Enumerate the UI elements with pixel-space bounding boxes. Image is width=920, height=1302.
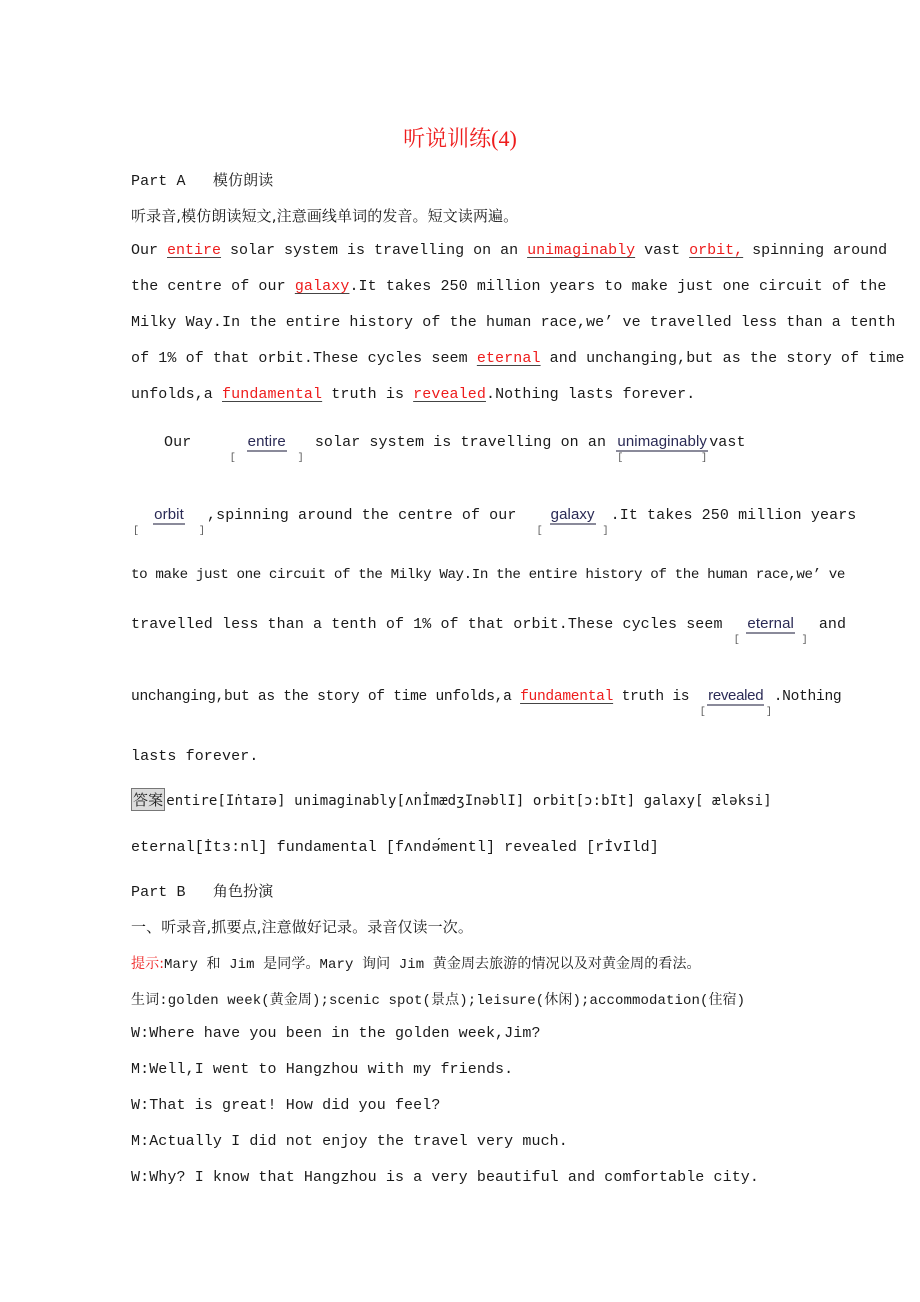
dialogue-line: M:Well,I went to Hangzhou with my friends. bbox=[131, 1061, 514, 1078]
hint-line bbox=[131, 953, 701, 973]
passage-line-3: Milky Way.In the entire history of the human race,we’ ve travelled less than a tenth bbox=[131, 314, 896, 331]
phonetic-line-3: to make just one circuit of the Milky Way.In the entire history of the human race,we’ ve bbox=[131, 567, 846, 583]
part-b-heading bbox=[131, 880, 273, 901]
answer-text: entire[Iṅtaɪə] unimaginably[ʌnİmædʒInəblI] orbit[ɔ:bIt] galaxy[ æləksi] bbox=[166, 793, 772, 809]
phonetic-line-1: Our entire [ ] solar system is travelling on an unimaginably [ ] vast bbox=[164, 433, 746, 464]
underlined-word: revealed bbox=[413, 386, 486, 403]
phonetic-line-2: orbit [ ] ,spinning around the centre of our galaxy [ ] .It takes 250 million years bbox=[133, 506, 857, 537]
underlined-word: eternal bbox=[476, 350, 541, 367]
answer-line-1 bbox=[131, 788, 772, 811]
vocab-line: 生词:golden week(黄金周);scenic spot(景点);leisure(休闲);accommodation(住宿) bbox=[131, 993, 746, 1009]
phonetic-blank[interactable]: orbit [ ] bbox=[133, 506, 205, 537]
page-title: 听说训练(4) bbox=[403, 126, 517, 151]
part-a-instruction: 听录音,模仿朗读短文,注意画线单词的发音。短文读两遍。 bbox=[131, 207, 519, 225]
dialogue-line: W:Where have you been in the golden week,Jim? bbox=[131, 1025, 541, 1042]
dialogue-line: W:Why? I know that Hangzhou is a very beautiful and comfortable city. bbox=[131, 1169, 760, 1186]
phonetic-line-6: lasts forever. bbox=[131, 748, 259, 765]
answer-button[interactable]: 答案 bbox=[131, 788, 165, 811]
phonetic-blank[interactable]: unimaginably [ ] bbox=[617, 433, 708, 464]
phonetic-blank[interactable]: revealed [ ] bbox=[699, 687, 772, 718]
passage-line-4: of 1% of that orbit.These cycles seem eternal and unchanging,but as the story of time bbox=[131, 350, 905, 367]
passage-line-2: the centre of our galaxy.It takes 250 million years to make just one circuit of the bbox=[131, 278, 887, 295]
phonetic-blank[interactable]: galaxy [ ] bbox=[536, 506, 609, 537]
part-a-title-cn: 模仿朗读 bbox=[212, 171, 274, 189]
phonetic-blank[interactable]: entire [ ] bbox=[229, 433, 304, 464]
phonetic-line-4: travelled less than a tenth of 1% of that orbit.These cycles seem eternal [ ] and bbox=[131, 615, 847, 646]
hint-label: 提示: bbox=[131, 956, 165, 972]
dialogue-line: W:That is great! How did you feel? bbox=[131, 1097, 441, 1114]
underlined-word: fundamental bbox=[520, 689, 614, 705]
phonetic-blank[interactable]: eternal [ ] bbox=[733, 615, 808, 646]
hint-text: Mary 和 Jim 是同学。Mary 询问 Jim 黄金周去旅游的情况以及对黄金周的看法。 bbox=[164, 957, 701, 973]
passage-line-5: unfolds,a fundamental truth is revealed.Nothing lasts forever. bbox=[131, 386, 696, 403]
underlined-word: orbit, bbox=[689, 242, 744, 259]
dialogue-line: M:Actually I did not enjoy the travel very much. bbox=[131, 1133, 568, 1150]
part-b-instruction: 一、听录音,抓要点,注意做好记录。录音仅读一次。 bbox=[131, 918, 473, 936]
part-b-title-cn: 角色扮演 bbox=[212, 882, 274, 900]
part-a-heading bbox=[131, 169, 273, 190]
passage-line-1: Our entire solar system is travelling on an unimaginably vast orbit, spinning around bbox=[131, 242, 888, 259]
underlined-word: fundamental bbox=[222, 386, 323, 403]
answer-line-2: eternal[İtɜ:nl] fundamental [fʌndə́mentl] revealed [rİvIld] bbox=[131, 839, 659, 856]
underlined-word: galaxy bbox=[294, 278, 350, 295]
part-a-label: Part A bbox=[131, 173, 186, 190]
underlined-word: entire bbox=[167, 242, 222, 259]
phonetic-line-5: unchanging,but as the story of time unfolds,a fundamental truth is revealed [ ] .Nothing bbox=[131, 687, 842, 718]
underlined-word: unimaginably bbox=[527, 242, 636, 259]
part-b-label: Part B bbox=[131, 884, 186, 901]
